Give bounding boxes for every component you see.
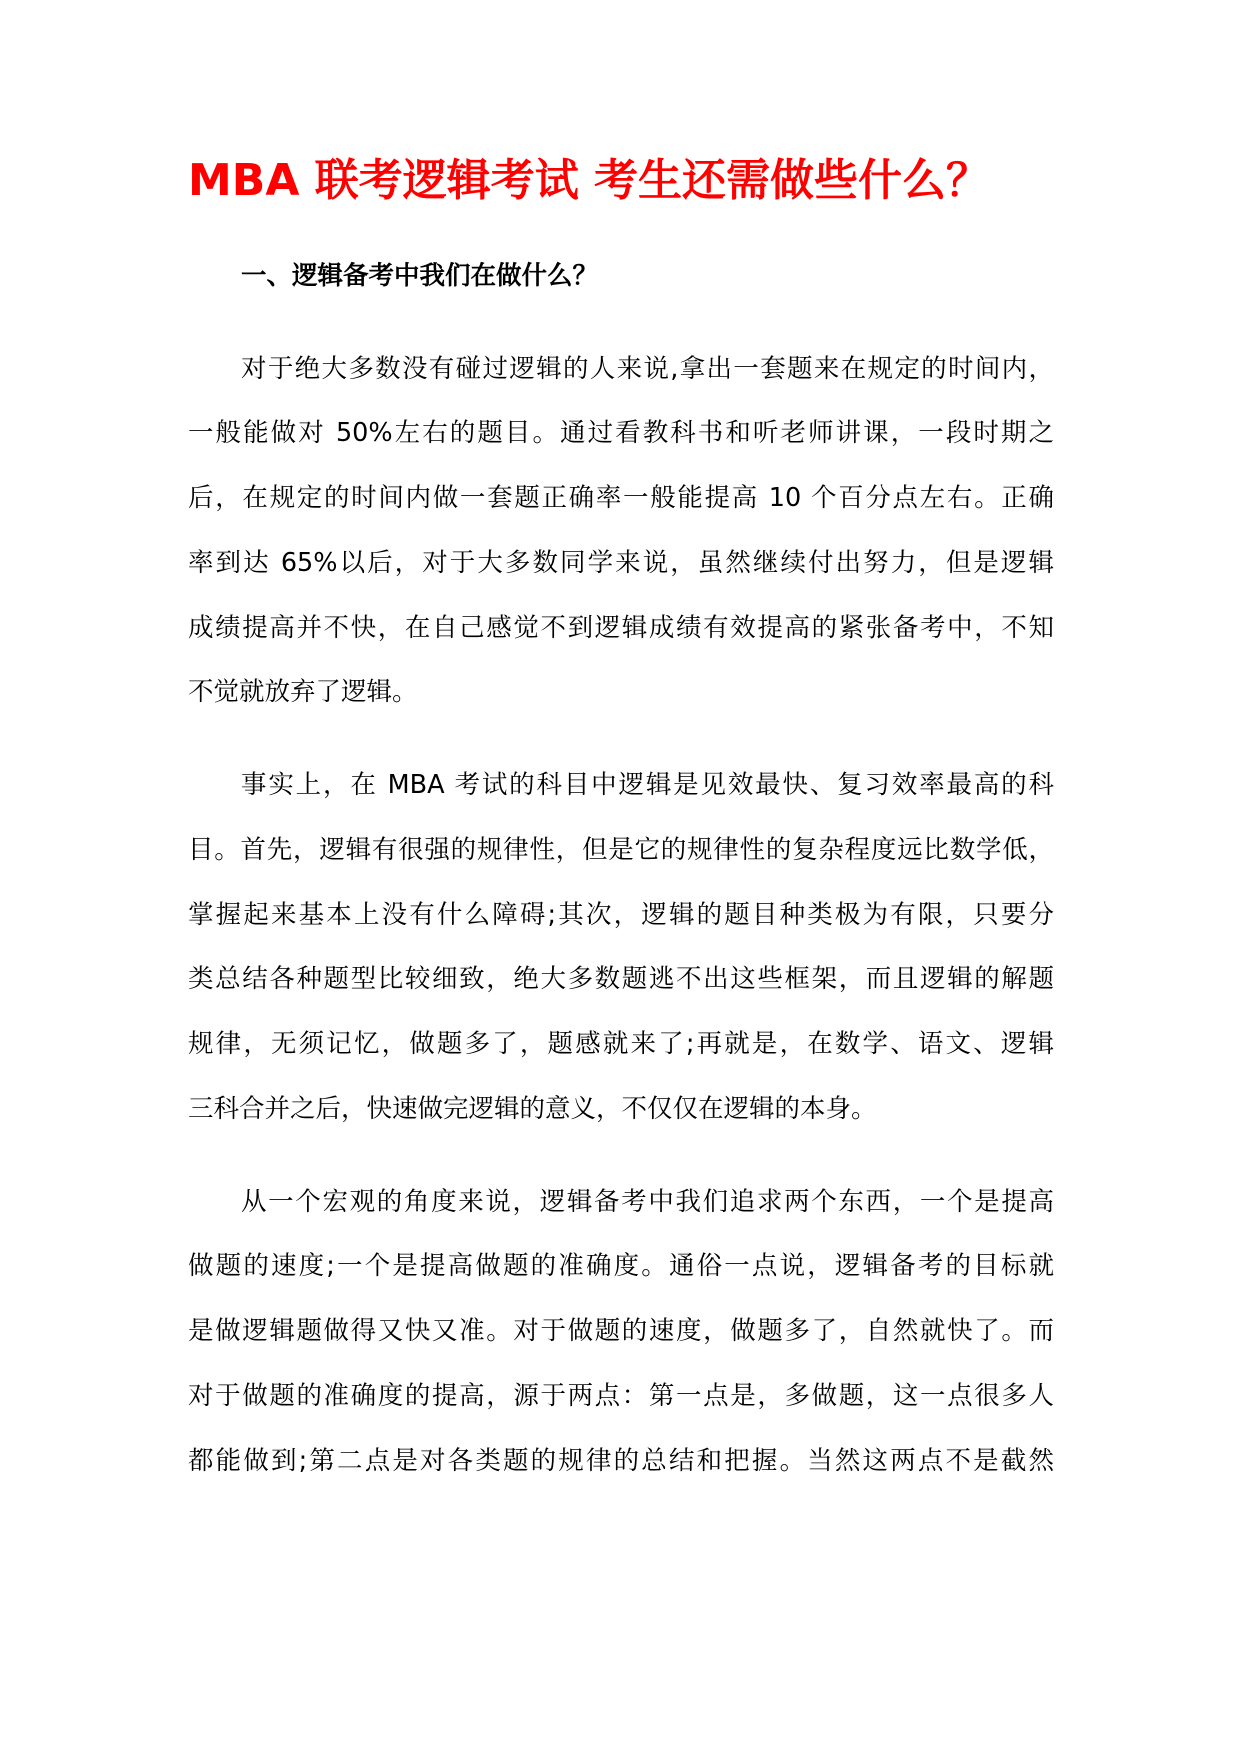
paragraph-line: 是做逻辑题做得又快又准。对于做题的速度，做题多了，自然就快了。而 [188,1316,1054,1347]
paragraph-line: 规律，无须记忆，做题多了，题感就来了;再就是，在数学、语文、逻辑 [188,1029,1054,1060]
paragraph-line: 成绩提高并不快，在自己感觉不到逻辑成绩有效提高的紧张备考中，不知 [188,612,1054,643]
paragraph-line: 三科合并之后，快速做完逻辑的意义，不仅仅在逻辑的本身。 [188,1093,877,1124]
paragraph-line: 做题的速度;一个是提高做题的准确度。通俗一点说，逻辑备考的目标就 [188,1251,1054,1282]
paragraph-3 [188,1170,1054,1494]
paragraph-line: 率到达 65%以后，对于大多数同学来说，虽然继续付出努力，但是逻辑 [188,547,1054,578]
document-title: MBA 联考逻辑考试 考生还需做些什么？ [188,155,991,206]
paragraph-line: 类总结各种题型比较细致，绝大多数题逃不出这些框架，而且逻辑的解题 [188,964,1054,995]
paragraph-line: 目。首先，逻辑有很强的规律性，但是它的规律性的复杂程度远比数学低， [188,834,1054,865]
paragraph-line: 掌握起来基本上没有什么障碍;其次，逻辑的题目种类极为有限，只要分 [188,899,1054,930]
paragraph-line: 一般能做对 50%左右的题目。通过看教科书和听老师讲课，一段时期之 [188,418,1054,449]
paragraph-line: 后，在规定的时间内做一套题正确率一般能提高 10 个百分点左右。正确 [188,483,1054,514]
paragraph-line: 不觉就放弃了逻辑。 [188,677,418,708]
document-body [188,153,1054,1493]
paragraph-line: 都能做到;第二点是对各类题的规律的总结和把握。当然这两点不是截然 [188,1445,1054,1476]
paragraph-1 [188,337,1054,726]
paragraph-line: 对于做题的准确度的提高，源于两点：第一点是，多做题，这一点很多人 [188,1380,1054,1411]
paragraph-line: 事实上，在 MBA 考试的科目中逻辑是见效最快、复习效率最高的科 [241,770,1054,801]
section-heading: 一、逻辑备考中我们在做什么？ [241,261,599,291]
paragraph-line: 从一个宏观的角度来说，逻辑备考中我们追求两个东西，一个是提高 [241,1186,1054,1217]
paragraph-line: 对于绝大多数没有碰过逻辑的人来说,拿出一套题来在规定的时间内， [241,353,1054,384]
paragraph-2 [188,753,1054,1142]
